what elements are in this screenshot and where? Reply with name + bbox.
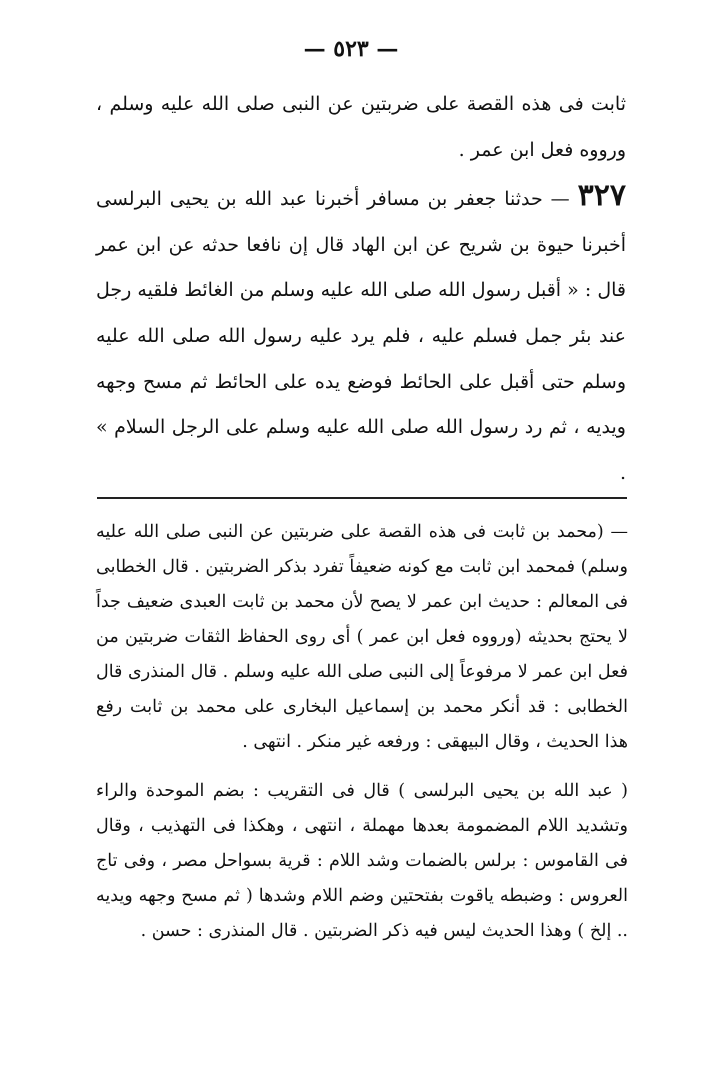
intro-paragraph: ثابت فى هذه القصة على ضربتين عن النبى صلى الله عليه وسلم ، ورووه فعل ابن عمر . — [96, 93, 626, 161]
page-number: — ٥٢٣ — — [303, 36, 399, 62]
main-text — [96, 82, 626, 496]
hadith-number: ٣٢٧ — [577, 178, 626, 214]
footnote-paragraph: ( عبد الله بن يحيى البرلسى ) قال فى التقريب : بضم الموحدة والراء وتشديد اللام المضمومة بعدها مهملة ، انتهى ، وهكذا فى التهذيب ، وقال فى القاموس : برلس بالضمات وشد اللام : قرية بسواحل مصر ، وفى تاج العروس : وضبطه ياقوت بفتحتين وضم اللام وشدها ( ثم مسح وجهه ويديه .. إلخ ) وهذا الحديث ليس فيه ذكر الضربتين . قال المنذرى : حسن . — [96, 781, 628, 941]
hadith-paragraph — [96, 173, 626, 496]
hadith-text: — حدثنا جعفر بن مسافر أخبرنا عبد الله بن يحيى البرلسى أخبرنا حيوة بن شريح عن ابن الهاد قال إن نافعا حدثه عن ابن عمر قال : « أقبل رسول الله صلى الله عليه وسلم من الغائط فلقيه رجل عند بئر جمل فسلم عليه ، فلم يرد عليه رسول الله صلى الله عليه وسلم حتى أقبل على الحائط فوضع يده على الحائط ثم مسح وجهه ويديه ، ثم رد رسول الله صلى الله عليه وسلم على الرجل السلام » . — [96, 188, 626, 484]
footnotes — [96, 515, 628, 949]
footnote-paragraph: — (محمد بن ثابت فى هذه القصة على ضربتين عن النبى صلى الله عليه وسلم) فمحمد ابن ثابت مع كونه ضعيفاً تفرد بذكر الضربتين . قال الخطابى فى المعالم : حديث ابن عمر لا يصح لأن محمد بن ثابت العبدى ضعيف جداً لا يحتج بحديثه (ورووه فعل ابن عمر ) أى روى الحفاظ الثقات ضربتين من فعل ابن عمر لا مرفوعاً إلى النبى صلى الله عليه وسلم . قال المنذرى قال الخطابى : قد أنكر محمد بن إسماعيل البخارى على محمد بن ثابت رفع هذا الحديث ، وقال البيهقى : ورفعه غير منكر . انتهى . — [96, 522, 628, 752]
footnote-divider — [97, 497, 627, 499]
